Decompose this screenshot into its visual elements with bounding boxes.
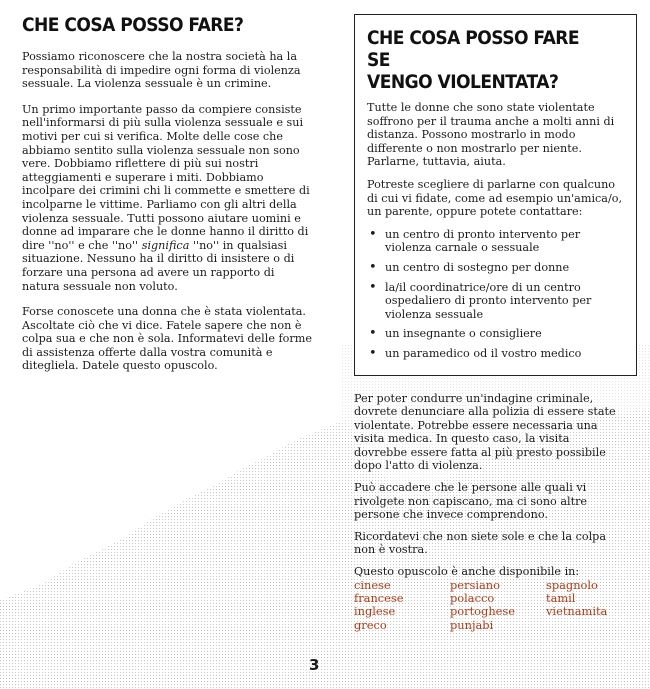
rape-help-box — [354, 14, 637, 376]
contact-list-item: • un centro di sostegno per donne — [367, 261, 626, 275]
language-item: portoghese — [450, 604, 515, 619]
right-lower-text — [354, 392, 624, 633]
language-item: punjabi — [450, 617, 494, 632]
language-item: polacco — [450, 591, 495, 606]
left-paragraph-2 — [22, 103, 312, 293]
contact-list — [367, 228, 626, 361]
left-paragraph-2-italic: significa — [141, 238, 190, 252]
right-paragraph-1: Per poter condurre un'indagine criminale, dovrete denunciare alla polizia di essere state violentate. Potrebbe essere necessaria una visita medica. In questo caso, la visita dovrebbe essere fatta al più presto possibile dopo l'atto di violenza. — [354, 391, 616, 473]
reminder-text: Ricordatevi che non siete sole e che la colpa non è vostra. — [354, 529, 606, 557]
box-paragraph-2: Potreste scegliere di parlarne con qualcuno di cui vi fidate, come ad esempio un'amica/o, un parente, oppure potete contattare: — [367, 177, 623, 219]
box-paragraph-1: Tutte le donne che sono state violentate soffrono per il trauma anche a molti anni di distanza. Possono mostrarlo in modo differente o non mostrarlo per niente. Parlarne, tuttavia, aiuta. — [367, 101, 615, 169]
box-heading-line-1: CHE COSA POSSO FARE SE — [367, 27, 580, 71]
page-number: 3 — [309, 656, 320, 674]
language-item: persiano — [450, 577, 500, 592]
left-column — [22, 14, 312, 385]
left-paragraph-3: Forse conoscete una donna che è stata violentata. Ascoltate ciò che vi dice. Fatele sapere che non è colpa sua e che non è sola. Informatevi delle forme di assistenza offerte dalla vostra comunità e ditegliela. Datele questo opuscolo. — [22, 305, 312, 373]
left-paragraph-2-tail: ''no'' in qualsiasi situazione. Nessuno ha il diritto di insistere o di forzare una persona ad avere un rapporto di natura sessuale non voluto. — [22, 238, 295, 293]
language-item: tamil — [546, 591, 576, 606]
language-item: francese — [354, 591, 404, 606]
contact-list-item: • un centro di pronto intervento per violenza carnale o sessuale — [367, 228, 626, 255]
left-paragraph-2-text: Un primo importante passo da compiere consiste nell'informarsi di più sulla violenza sessuale e sui motivi per cui si verifica. Molte delle cose che abbiamo sentito sulla violenza sessuale non sono vere. Dobbiamo riflettere di più sui nostri atteggiamenti e superare i miti. Dobbiamo incolpare dei crimini chi li commette e smettere di incolparne le vittime. Parliamo con gli altri della violenza sessuale. Tutti possono aiutare uomini e donne ad imparare che le donne hanno il diritto di dire ''no'' e che ''no'' — [22, 102, 310, 252]
language-item: inglese — [354, 604, 396, 619]
language-item: spagnolo — [546, 577, 598, 592]
right-paragraph-2: Può accadere che le persone alle quali vi rivolgete non capiscano, ma ci sono altre persone che invece comprendono. — [354, 481, 588, 522]
left-heading: CHE COSA POSSO FARE? — [22, 14, 244, 36]
box-heading-line-2: VENGO VIOLENTATA? — [367, 71, 559, 93]
languages-list — [354, 579, 624, 633]
contact-list-item: • un paramedico od il vostro medico — [367, 347, 626, 361]
box-heading — [367, 27, 600, 93]
contact-list-item: • un insegnante o consigliere — [367, 327, 626, 341]
contact-list-item: • la/il coordinatrice/ore di un centro ospedaliero di pronto intervento per violenza sessuale — [367, 281, 626, 322]
left-paragraph-1: Possiamo riconoscere che la nostra società ha la responsabilità di impedire ogni forma di violenza sessuale. La violenza sessuale è un crimine. — [22, 50, 301, 91]
languages-intro: Questo opuscolo è anche disponibile in: — [354, 565, 580, 579]
language-item: greco — [354, 617, 387, 632]
language-item: cinese — [354, 577, 391, 592]
language-item: vietnamita — [546, 604, 608, 619]
right-column — [354, 14, 637, 632]
